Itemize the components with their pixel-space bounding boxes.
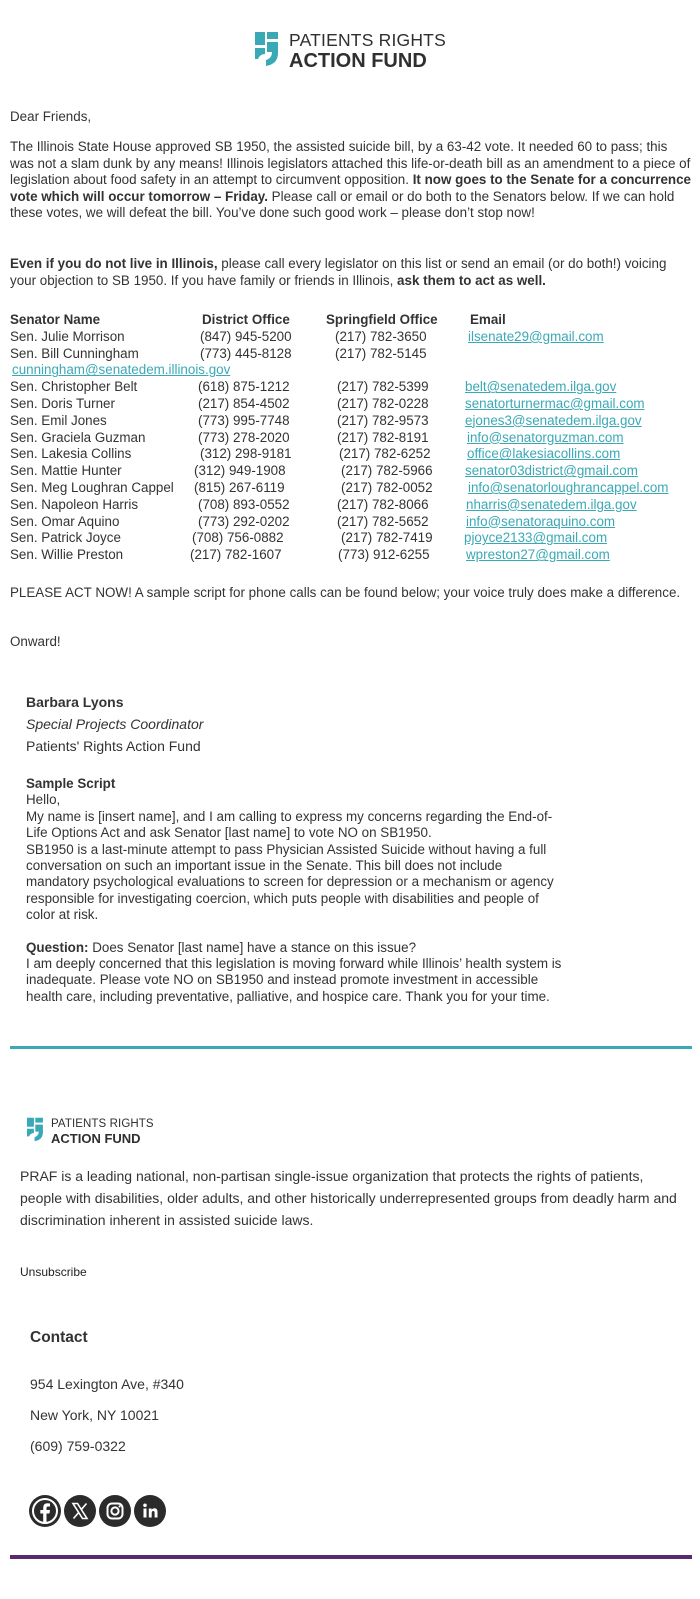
- footer-logo[interactable]: [27, 1117, 154, 1147]
- senator-name-cell: Sen. Christopher Belt: [10, 379, 138, 395]
- script-body-2: SB1950 is a last-minute attempt to pass Physician Assisted Suicide without having a full conversation on such an important issue in the Senate. This bill does not include mandatory psychological evaluations to screen for depression or a mechanism or agency responsible for investigating coercion, which puts people with disabilities and people of color at risk.: [26, 841, 554, 923]
- call-to-action-paragraph: [10, 256, 692, 289]
- table-header-row: [10, 312, 700, 329]
- intro-text-a: The Illinois State House approved SB 1950, the assisted suicide bill, by a 63-42 vote. It needed 60 to pass; this was not a slam dunk by any means! Illinois legislators attached this life-or-death bill as an amendment to a piece of legislation about food safety in an attempt to circumvent opposition.: [10, 139, 691, 187]
- greeting: Dear Friends,: [10, 109, 92, 124]
- signature-title: Special Projects Coordinator: [26, 716, 204, 732]
- table-row: [10, 446, 700, 463]
- signature-org: Patients' Rights Action Fund: [26, 738, 201, 754]
- table-row: [10, 480, 700, 497]
- table-row: [10, 329, 700, 346]
- address-line-1: 954 Lexington Ave, #340: [30, 1376, 184, 1392]
- cta-bold-2: ask them to act as well.: [397, 272, 546, 288]
- script-question-label: Question:: [26, 939, 89, 955]
- email-link[interactable]: office@lakesiacollins.com: [467, 446, 621, 462]
- table-row: [10, 547, 700, 564]
- senator-name-cell: Sen. Napoleon Harris: [10, 496, 139, 512]
- header-senator-name: Senator Name: [10, 312, 101, 327]
- intro-text-b: Please call or email or do both to the Senators below. If we can hold these votes, we will defeat the bill. You’ve done such good work – please don’t stop now!: [10, 188, 675, 220]
- sample-script: [26, 776, 566, 1005]
- script-body-3: I am deeply concerned that this legislation is moving forward while Illinois’ health system is inadequate. Please vote NO on SB1950 and instead promote investment in accessible health care, including preventative, palliative, and hospice care. Thank you for your time.: [26, 956, 562, 1004]
- table-row: [10, 413, 700, 430]
- senator-table: [10, 312, 700, 564]
- springfield-office-cell: (217) 782-0228: [337, 395, 429, 411]
- act-now-paragraph: PLEASE ACT NOW! A sample script for phone calls can be found below; your voice truly does make a difference.: [10, 585, 681, 600]
- logo-line1: PATIENTS RIGHTS: [289, 29, 446, 50]
- email-link[interactable]: wpreston27@gmail.com: [466, 547, 610, 563]
- footer-logo-line1: PATIENTS RIGHTS: [51, 1118, 154, 1130]
- senator-name-cell: Sen. Mattie Hunter: [10, 463, 122, 479]
- springfield-office-cell: (217) 782-8191: [337, 429, 429, 445]
- contact-heading: Contact: [30, 1329, 88, 1346]
- table-row: [10, 463, 700, 480]
- header-district-office: District Office: [202, 312, 290, 327]
- table-row: [10, 396, 700, 413]
- district-office-cell: (708) 756-0882: [192, 530, 284, 546]
- senator-name-cell: Sen. Doris Turner: [10, 395, 115, 411]
- contact-phone: (609) 759-0322: [30, 1438, 126, 1454]
- social-links: [29, 1495, 166, 1527]
- address-line-2: New York, NY 10021: [30, 1407, 159, 1423]
- header-email: Email: [470, 312, 506, 327]
- instagram-icon[interactable]: [99, 1495, 131, 1527]
- logo-line2: ACTION FUND: [289, 50, 427, 72]
- springfield-office-cell: (217) 782-5145: [335, 345, 427, 361]
- senator-name-cell: Sen. Omar Aquino: [10, 513, 120, 529]
- email-link[interactable]: info@senatorguzman.com: [467, 429, 624, 445]
- email-link[interactable]: senator03district@gmail.com: [465, 463, 638, 479]
- script-question-text: Does Senator [last name] have a stance on this issue?: [88, 939, 417, 955]
- email-link[interactable]: senatorturnermac@gmail.com: [465, 395, 645, 411]
- email-link[interactable]: ejones3@senatedem.ilga.gov: [465, 412, 642, 428]
- district-office-cell: (312) 949-1908: [194, 463, 286, 479]
- unsubscribe-link[interactable]: Unsubscribe: [20, 1265, 87, 1279]
- table-row: [10, 430, 700, 447]
- table-row: [10, 530, 700, 547]
- springfield-office-cell: (217) 782-8066: [337, 496, 429, 512]
- divider-teal: [10, 1046, 692, 1049]
- senator-name-cell: Sen. Patrick Joyce: [10, 530, 121, 546]
- footer-logo-line2: ACTION FUND: [51, 1130, 141, 1146]
- district-office-cell: (773) 278-2020: [198, 429, 290, 445]
- facebook-icon[interactable]: [29, 1495, 61, 1527]
- springfield-office-cell: (217) 782-9573: [337, 412, 429, 428]
- email-link[interactable]: belt@senatedem.ilga.gov: [465, 379, 617, 395]
- senator-name-cell: Sen. Julie Morrison: [10, 328, 125, 344]
- linkedin-icon[interactable]: [134, 1495, 166, 1527]
- springfield-office-cell: (217) 782-6252: [339, 446, 431, 462]
- about-praf: PRAF is a leading national, non-partisan single-issue organization that protects the rights of patients, people with disabilities, older adults, and other historically underrepresented groups from deadly harm and discrimination inherent in assisted suicide laws.: [20, 1168, 677, 1228]
- footer-logo-mark-icon: [27, 1117, 45, 1147]
- intro-bold: It now goes to the Senate for a concurrence vote which will occur tomorrow – Friday.: [10, 172, 691, 204]
- senator-name-cell: Sen. Emil Jones: [10, 412, 107, 428]
- district-office-cell: (773) 445-8128: [200, 345, 292, 361]
- springfield-office-cell: (217) 782-5652: [337, 513, 429, 529]
- district-office-cell: (773) 995-7748: [198, 412, 290, 428]
- email-link[interactable]: pjoyce2133@gmail.com: [464, 530, 608, 546]
- springfield-office-cell: (217) 782-5399: [337, 379, 429, 395]
- district-office-cell: (815) 267-6119: [194, 479, 285, 495]
- district-office-cell: (217) 782-1607: [190, 547, 282, 563]
- x-icon[interactable]: [64, 1495, 96, 1527]
- district-office-cell: (618) 875-1212: [198, 379, 290, 395]
- email-link[interactable]: cunningham@senatedem.illinois.gov: [12, 362, 231, 378]
- email-link[interactable]: info@senatorloughrancappel.com: [468, 479, 669, 495]
- header-springfield-office: Springfield Office: [326, 312, 438, 327]
- script-heading: Sample Script: [26, 776, 116, 791]
- senator-name-cell: Sen. Willie Preston: [10, 547, 124, 563]
- table-row: [10, 497, 700, 514]
- district-office-cell: (312) 298-9181: [200, 446, 292, 462]
- email-link[interactable]: nharris@senatedem.ilga.gov: [466, 496, 637, 512]
- signature-name: Barbara Lyons: [26, 694, 124, 710]
- senator-name-cell: Sen. Graciela Guzman: [10, 429, 146, 445]
- cta-bold-1: Even if you do not live in Illinois,: [10, 256, 218, 271]
- district-office-cell: (847) 945-5200: [200, 328, 292, 344]
- springfield-office-cell: (773) 912-6255: [338, 547, 430, 563]
- intro-paragraph: [10, 139, 692, 222]
- senator-name-cell: Sen. Bill Cunningham: [10, 345, 139, 361]
- onward-text: Onward!: [10, 634, 61, 649]
- script-body-1: My name is [insert name], and I am calling to express my concerns regarding the End-of-Life Options Act and ask Senator [last name] to vote NO on SB1950.: [26, 808, 553, 841]
- table-row: [10, 362, 700, 379]
- table-row: [10, 514, 700, 531]
- header-logo[interactable]: [255, 31, 446, 72]
- logo-mark-icon: [255, 31, 281, 72]
- table-row: [10, 346, 700, 363]
- district-office-cell: (708) 893-0552: [198, 496, 290, 512]
- springfield-office-cell: (217) 782-5966: [341, 463, 433, 479]
- cta-text: please call every legislator on this list or send an email (or do both!) voicing your objection to SB 1950. If you have family or friends in Illinois,: [10, 256, 667, 288]
- senator-name-cell: Sen. Meg Loughran Cappel: [10, 479, 174, 495]
- email-link[interactable]: ilsenate29@gmail.com: [468, 328, 604, 344]
- springfield-office-cell: (217) 782-7419: [341, 530, 433, 546]
- district-office-cell: (773) 292-0202: [198, 513, 290, 529]
- script-question: [26, 940, 566, 956]
- district-office-cell: (217) 854-4502: [198, 395, 290, 411]
- senator-name-cell: Sen. Lakesia Collins: [10, 446, 132, 462]
- table-row: [10, 379, 700, 396]
- script-hello: Hello,: [26, 792, 61, 808]
- springfield-office-cell: (217) 782-3650: [335, 328, 427, 344]
- email-link[interactable]: info@senatoraquino.com: [466, 513, 616, 529]
- divider-purple: [10, 1555, 692, 1559]
- springfield-office-cell: (217) 782-0052: [341, 479, 433, 495]
